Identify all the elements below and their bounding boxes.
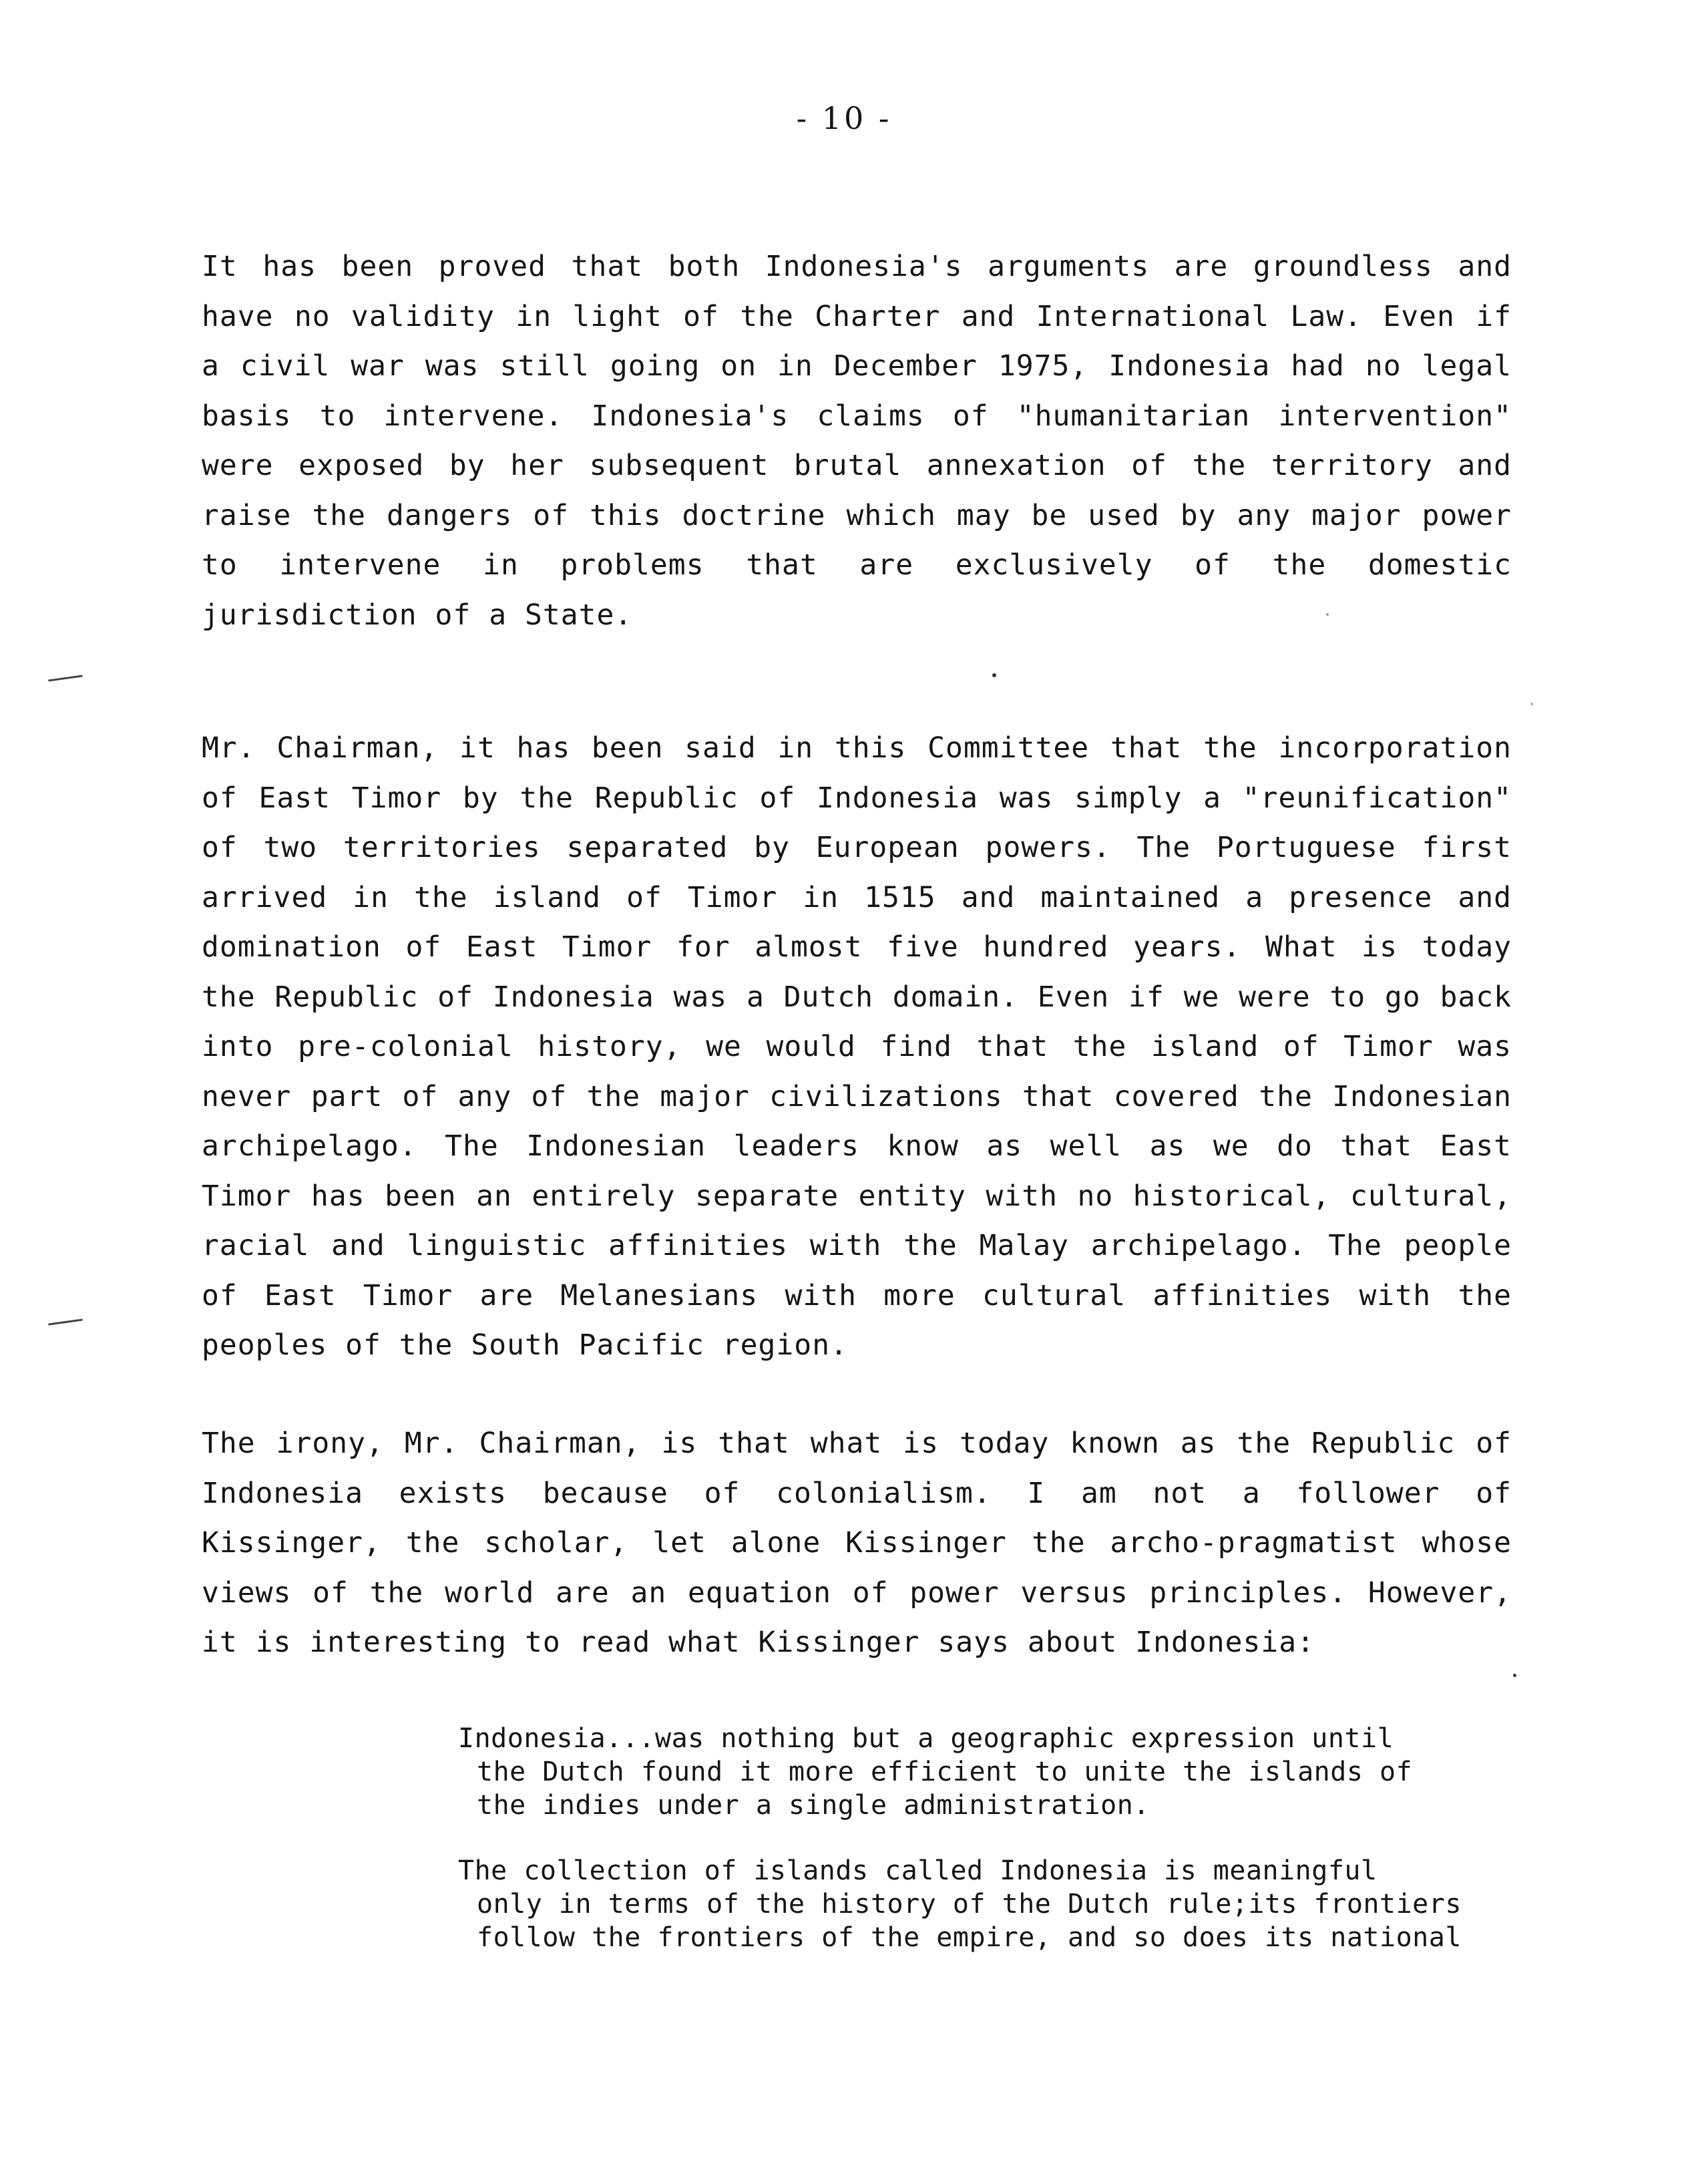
scan-speck [992,673,996,677]
paragraph-3: The irony, Mr. Chairman, is that what is today known as the Republic of Indonesia exists because of colonialism. I am not a follower of Kissinger, the scholar, let alone Kissinger the archo-pragmatist whose views of the world are an equation of power versus principles. However, it is interesting to read what Kissinger says about Indonesia: [202,1427,1512,1659]
scan-mark [48,675,83,681]
page-number: - 10 - [796,100,892,136]
quote-1-line-1: Indonesia...was nothing but a geographic expression until [458,1723,1394,1754]
scan-mark [48,1318,83,1325]
quote-2-line-1: The collection of islands called Indonesia is meaningful [458,1855,1378,1886]
scan-speck [1513,1674,1516,1677]
quote-2-line-3: follow the frontiers of the empire, and so does its national [477,1922,1462,1953]
quote-1-line-2: the Dutch found it more efficient to unite the islands of [477,1757,1413,1787]
block-quote-1 [458,1722,1512,1822]
quote-2-line-2: only in terms of the history of the Dutch rule;its frontiers [477,1889,1462,1920]
scan-speck [1326,613,1329,616]
paragraph-1: It has been proved that both Indonesia's arguments are groundless and have no validity in light of the Charter and International Law. Even if a civil war was still going on in December 1975, Indonesia had no legal basis to intervene. Indonesia's claims of "humanitarian intervention" were exposed by her subsequent brutal annexation of the territory and raise the dangers of this doctrine which may be used by any major power to intervene in problems that are exclusively of the domestic jurisdiction of a State. [202,250,1512,632]
scan-speck [1530,703,1533,705]
block-quote-2 [458,1854,1512,1954]
quote-1-line-3: the indies under a single administration. [477,1790,1150,1821]
paragraph-2: Mr. Chairman, it has been said in this Committee that the incorporation of East Timor by the Republic of Indonesia was simply a "reunification" of two territories separated by European powers. The Portuguese first arrived in the island of Timor in 1515 and maintained a presence and domination of East Timor for almost five hundred years. What is today the Republic of Indonesia was a Dutch domain. Even if we were to go back into pre-colonial history, we would find that the island of Timor was never part of any of the major civilizations that covered the Indonesian archipelago. The Indonesian leaders know as well as we do that East Timor has been an entirely separate entity with no historical, cultural, racial and linguistic affinities with the Malay archipelago. The people of East Timor are Melanesians with more cultural affinities with the peoples of the South Pacific region. [202,731,1512,1362]
